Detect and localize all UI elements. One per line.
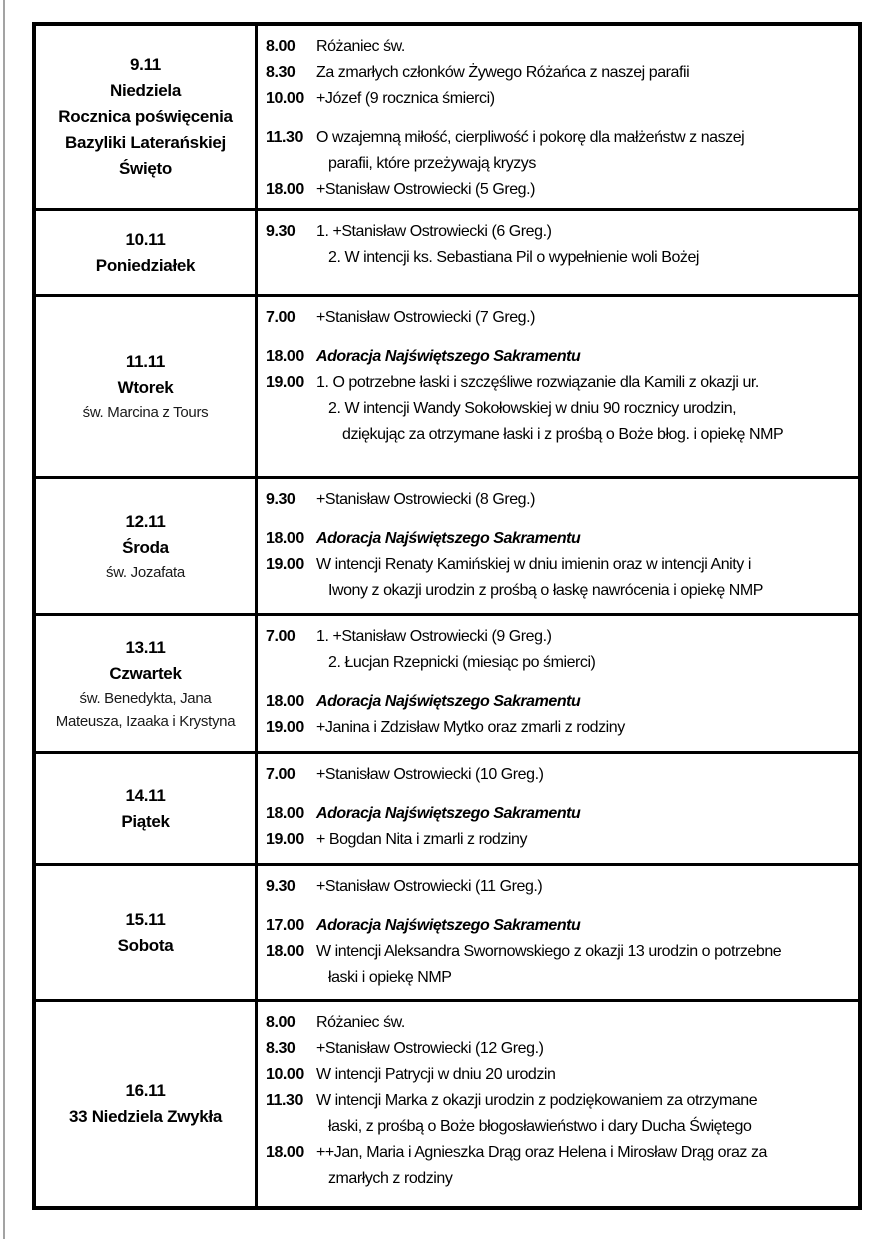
mass-entry-line <box>266 715 850 741</box>
day-cell <box>36 616 258 751</box>
table-row <box>36 211 858 297</box>
mass-intention-continuation: zmarłych z rodziny <box>328 1170 453 1187</box>
mass-intention: Adoracja Najświętszego Sakramentu <box>316 693 581 710</box>
mass-intention: Za zmarłych członków Żywego Różańca z naszej parafii <box>316 64 690 81</box>
mass-entry <box>266 827 850 853</box>
entries-cell <box>258 866 858 999</box>
table-row <box>36 1002 858 1206</box>
mass-entry <box>266 526 850 552</box>
entries-cell <box>258 754 858 863</box>
day-title: Środa <box>122 537 169 557</box>
mass-time: 7.00 <box>266 766 296 783</box>
mass-entry <box>266 305 850 331</box>
mass-intention: ++Jan, Maria i Agnieszka Drąg oraz Helena i Mirosław Drąg oraz za <box>316 1144 767 1161</box>
mass-time: 19.00 <box>266 556 304 573</box>
mass-intention-continuation: dziękując za otrzymane łaski i z prośbą o Boże błog. i opiekę NMP <box>342 426 784 443</box>
mass-time: 10.00 <box>266 1066 304 1083</box>
mass-entry-line <box>266 177 850 203</box>
day-subtitle: św. Marcina z Tours <box>82 404 209 421</box>
mass-time: 18.00 <box>266 181 304 198</box>
mass-time: 11.30 <box>266 1092 303 1109</box>
mass-entry <box>266 552 850 604</box>
day-subtitle: św. Benedykta, Jana <box>79 689 212 707</box>
mass-entry-line <box>266 344 850 370</box>
mass-entry <box>266 874 850 900</box>
day-subtitle: Mateusza, Izaaka i Krystyna <box>55 712 236 730</box>
day-title: Święto <box>119 159 172 178</box>
day-cell <box>36 479 258 613</box>
mass-entry <box>266 1010 850 1036</box>
mass-intention-continuation: 2. W intencji ks. Sebastiana Pil o wypełnienie woli Bożej <box>328 249 699 266</box>
mass-entry <box>266 801 850 827</box>
mass-entry-line <box>266 827 850 853</box>
mass-entry-line <box>266 762 850 788</box>
day-title: 9.11 <box>130 55 161 74</box>
mass-time: 9.30 <box>266 491 296 508</box>
mass-intention: Adoracja Najświętszego Sakramentu <box>316 917 581 934</box>
entries-cell <box>258 616 858 751</box>
mass-entry <box>266 939 850 991</box>
mass-time: 7.00 <box>266 309 296 326</box>
mass-time: 8.30 <box>266 64 296 81</box>
mass-entry <box>266 1062 850 1088</box>
mass-time: 19.00 <box>266 374 304 391</box>
mass-intention: W intencji Marka z okazji urodzin z podziękowaniem za otrzymane <box>316 1092 758 1109</box>
mass-time: 19.00 <box>266 831 304 848</box>
day-cell <box>36 866 258 999</box>
day-title: 13.11 <box>125 637 166 657</box>
mass-entry-line <box>266 1062 850 1088</box>
mass-intention-continuation: łaski i opiekę NMP <box>328 969 452 986</box>
mass-entry-line <box>266 1010 850 1036</box>
day-title: Poniedziałek <box>95 255 196 275</box>
mass-time: 7.00 <box>266 628 296 645</box>
day-title: 11.11 <box>125 352 166 371</box>
mass-entry-line <box>266 689 850 715</box>
mass-time: 17.00 <box>266 917 304 934</box>
mass-entry-line <box>266 305 850 331</box>
mass-intention: W intencji Renaty Kamińskiej w dniu imienin oraz w intencji Anity i <box>316 556 751 573</box>
day-title: Niedziela <box>110 81 181 100</box>
table-row <box>36 26 858 211</box>
mass-intention: +Stanisław Ostrowiecki (12 Greg.) <box>316 1040 544 1057</box>
mass-entry <box>266 344 850 370</box>
mass-entry <box>266 762 850 788</box>
mass-entry-line <box>266 219 850 245</box>
mass-time: 18.00 <box>266 805 304 822</box>
mass-time: 18.00 <box>266 1144 304 1161</box>
mass-entry-line <box>266 1140 850 1166</box>
table-row <box>36 297 858 479</box>
mass-intention: +Stanisław Ostrowiecki (8 Greg.) <box>316 491 536 508</box>
day-title: 16.11 <box>125 1081 166 1100</box>
mass-intention: + Bogdan Nita i zmarli z rodziny <box>316 831 528 848</box>
table-row <box>36 479 858 616</box>
mass-intention: +Stanisław Ostrowiecki (11 Greg.) <box>316 878 543 895</box>
mass-entry-line <box>266 370 850 396</box>
entries-cell <box>258 211 858 294</box>
mass-time: 11.30 <box>266 129 303 146</box>
mass-entry-line <box>266 939 850 965</box>
mass-time: 18.00 <box>266 530 304 547</box>
mass-entry-line <box>266 125 850 151</box>
mass-intention: +Stanisław Ostrowiecki (5 Greg.) <box>316 181 536 198</box>
mass-entry <box>266 913 850 939</box>
mass-intention: Różaniec św. <box>316 1014 405 1031</box>
mass-entry <box>266 125 850 177</box>
mass-intention: W intencji Aleksandra Swornowskiego z okazji 13 urodzin o potrzebne <box>316 943 782 960</box>
mass-intention: W intencji Patrycji w dniu 20 urodzin <box>316 1066 556 1083</box>
mass-intention: Adoracja Najświętszego Sakramentu <box>316 805 581 822</box>
day-cell <box>36 297 258 476</box>
table-row <box>36 866 858 1002</box>
mass-entry <box>266 219 850 271</box>
entries-cell <box>258 1002 858 1206</box>
mass-entry <box>266 1140 850 1192</box>
day-title: 15.11 <box>125 909 166 929</box>
mass-intention-continuation: parafii, które przeżywają kryzys <box>328 155 536 172</box>
mass-intention: O wzajemną miłość, cierpliwość i pokorę dla małżeństw z naszej <box>316 129 745 146</box>
entries-cell <box>258 479 858 613</box>
mass-intention: +Janina i Zdzisław Mytko oraz zmarli z rodziny <box>316 719 625 736</box>
mass-intention-continuation: 2. W intencji Wandy Sokołowskiej w dniu 90 rocznicy urodzin, <box>328 400 737 417</box>
day-title: Rocznica poświęcenia <box>58 107 233 126</box>
mass-intention: +Stanisław Ostrowiecki (10 Greg.) <box>316 766 544 783</box>
mass-intention: Adoracja Najświętszego Sakramentu <box>316 348 581 365</box>
mass-entry-line <box>266 552 850 578</box>
entries-cell <box>258 26 858 208</box>
mass-entry-line <box>266 801 850 827</box>
mass-intention: +Stanisław Ostrowiecki (7 Greg.) <box>316 309 536 326</box>
mass-entry-line <box>266 60 850 86</box>
entries-cell <box>258 297 858 476</box>
mass-entry-line <box>266 1088 850 1114</box>
day-title: 14.11 <box>125 785 166 805</box>
mass-entry-line <box>266 1036 850 1062</box>
mass-intention-continuation: 2. Łucjan Rzepnicki (miesiąc po śmierci) <box>328 654 596 671</box>
mass-intention-continuation: łaski, z prośbą o Boże błogosławieństwo i dary Ducha Świętego <box>328 1118 752 1135</box>
day-title: 10.11 <box>125 229 166 249</box>
mass-intention-continuation: Iwony z okazji urodzin z prośbą o łaskę nawrócenia i opiekę NMP <box>328 582 763 599</box>
mass-entry <box>266 60 850 86</box>
day-cell <box>36 26 258 208</box>
mass-intention: Różaniec św. <box>316 38 405 55</box>
mass-entry <box>266 370 850 448</box>
mass-time: 9.30 <box>266 223 296 240</box>
mass-intention: 1. O potrzebne łaski i szczęśliwe rozwiązanie dla Kamili z okazji ur. <box>316 374 759 391</box>
mass-entry <box>266 689 850 715</box>
mass-time: 19.00 <box>266 719 304 736</box>
day-title: Czwartek <box>109 663 182 683</box>
table-row <box>36 754 858 866</box>
mass-time: 9.30 <box>266 878 296 895</box>
day-title: 12.11 <box>125 511 166 531</box>
day-title: Sobota <box>117 935 174 955</box>
day-title: Wtorek <box>117 378 174 397</box>
mass-entry-line <box>266 526 850 552</box>
mass-entry <box>266 1088 850 1140</box>
mass-intention: +Józef (9 rocznica śmierci) <box>316 90 495 107</box>
mass-intention: 1. +Stanisław Ostrowiecki (6 Greg.) <box>316 223 552 240</box>
mass-time: 18.00 <box>266 693 304 710</box>
mass-entry-line <box>266 913 850 939</box>
mass-time: 18.00 <box>266 348 304 365</box>
mass-entry <box>266 487 850 513</box>
mass-entry-line <box>266 86 850 112</box>
mass-time: 8.00 <box>266 38 296 55</box>
day-title: 33 Niedziela Zwykła <box>68 1107 223 1126</box>
mass-entry-line <box>266 624 850 650</box>
day-title: Bazyliki Laterańskiej <box>65 133 226 152</box>
day-cell <box>36 1002 258 1206</box>
day-subtitle: św. Jozafata <box>106 563 185 581</box>
mass-entry <box>266 86 850 112</box>
mass-time: 10.00 <box>266 90 304 107</box>
mass-entry <box>266 715 850 741</box>
mass-entry <box>266 624 850 676</box>
schedule-table <box>32 22 862 1210</box>
mass-time: 18.00 <box>266 943 304 960</box>
mass-entry-line <box>266 487 850 513</box>
mass-intention: Adoracja Najświętszego Sakramentu <box>316 530 581 547</box>
day-title: Piątek <box>121 811 170 831</box>
day-cell <box>36 754 258 863</box>
mass-intention: 1. +Stanisław Ostrowiecki (9 Greg.) <box>316 628 552 645</box>
mass-time: 8.30 <box>266 1040 296 1057</box>
mass-entry <box>266 1036 850 1062</box>
mass-entry-line <box>266 34 850 60</box>
mass-time: 8.00 <box>266 1014 296 1031</box>
mass-entry <box>266 34 850 60</box>
day-cell <box>36 211 258 294</box>
page-edge-line <box>3 0 5 1239</box>
table-row <box>36 616 858 754</box>
mass-entry-line <box>266 874 850 900</box>
mass-entry <box>266 177 850 203</box>
